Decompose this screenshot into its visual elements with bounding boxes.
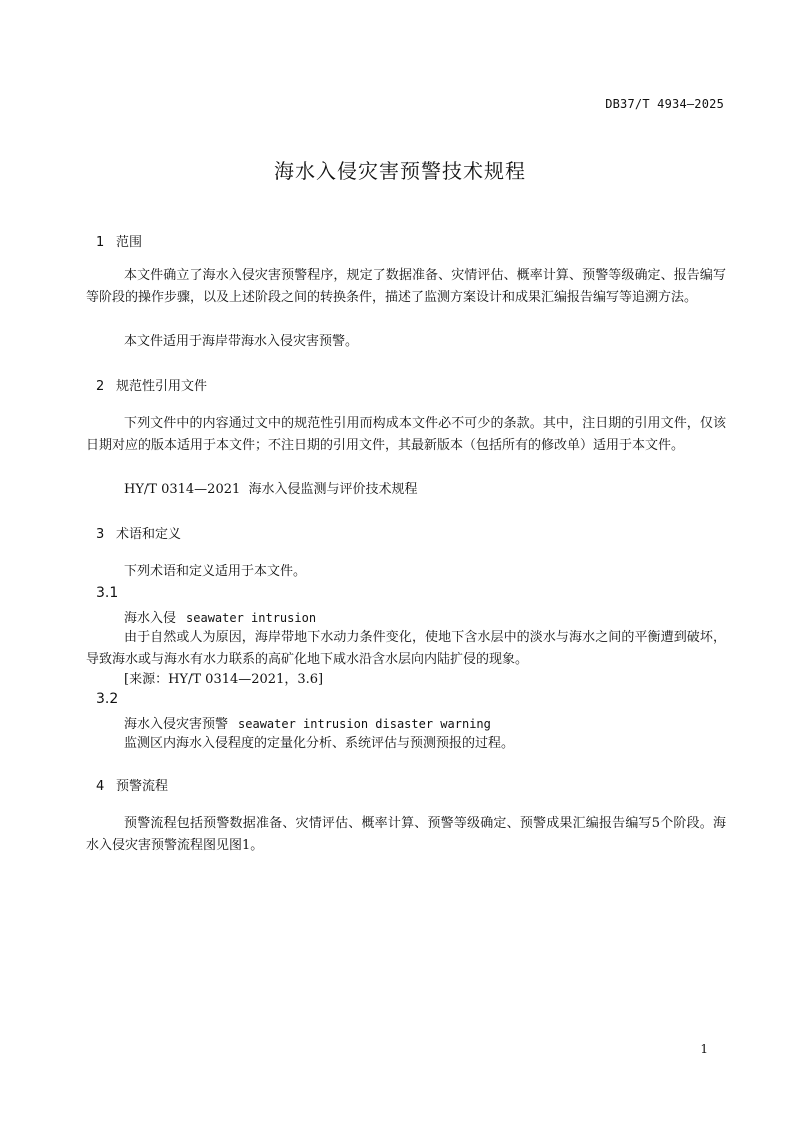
paragraph: 下列文件中的内容通过文中的规范性引用而构成本文件必不可少的条款。其中，注日期的引用文件，仅该日期对应的版本适用于本文件；不注日期的引用文件，其最新版本（包括所有的修改单）适用于本文件。 — [86, 416, 726, 453]
section-number: 4 — [96, 779, 105, 794]
section-number: 3 — [96, 527, 105, 542]
page-title: 海水入侵灾害预警技术规程 — [274, 159, 526, 183]
section-number: 1 — [96, 235, 105, 250]
term-zh: 海水入侵灾害预警 — [124, 717, 229, 732]
section-heading-1 — [96, 231, 142, 250]
term-entry — [124, 607, 316, 626]
term-en: seawater intrusion — [186, 611, 317, 625]
paragraph: 预警流程包括预警数据准备、灾情评估、概率计算、预警等级确定、预警成果汇编报告编写5个阶段。海水入侵灾害预警流程图见图1。 — [86, 816, 726, 853]
paragraph: 本文件确立了海水入侵灾害预警程序，规定了数据准备、灾情评估、概率计算、预警等级确定、报告编写等阶段的操作步骤，以及上述阶段之间的转换条件，描述了监测方案设计和成果汇编报告编写等追溯方法。 — [86, 268, 726, 305]
paragraph: 本文件适用于海岸带海水入侵灾害预警。 — [124, 334, 359, 349]
section-heading-4 — [96, 775, 168, 794]
section-title: 预警流程 — [116, 779, 169, 794]
section-title: 规范性引用文件 — [116, 379, 208, 394]
term-definition: 由于自然或人为原因，海岸带地下水动力条件变化，使地下含水层中的淡水与海水之间的平衡遭到破坏，导致海水或与海水有水力联系的高矿化地下咸水沿含水层向内陆扩侵的现象。 — [86, 630, 726, 667]
paragraph: 下列术语和定义适用于本文件。 — [124, 564, 307, 579]
term-source: [来源：HY/T 0314—2021，3.6] — [124, 672, 324, 687]
term-en: seawater intrusion disaster warning — [238, 717, 491, 731]
term-zh: 海水入侵 — [124, 611, 177, 626]
section-heading-2 — [96, 375, 207, 394]
term-number: 3.2 — [96, 691, 119, 707]
section-title: 术语和定义 — [116, 527, 182, 542]
document-code: DB37/T 4934—2025 — [605, 97, 724, 111]
term-entry — [124, 713, 491, 732]
page-number: 1 — [700, 1042, 708, 1056]
normative-reference: HY/T 0314—2021 海水入侵监测与评价技术规程 — [124, 482, 418, 497]
term-definition: 监测区内海水入侵程度的定量化分析、系统评估与预测预报的过程。 — [124, 736, 515, 751]
term-number: 3.1 — [96, 585, 119, 601]
section-number: 2 — [96, 379, 105, 394]
section-heading-3 — [96, 523, 181, 542]
section-title: 范围 — [116, 235, 143, 250]
